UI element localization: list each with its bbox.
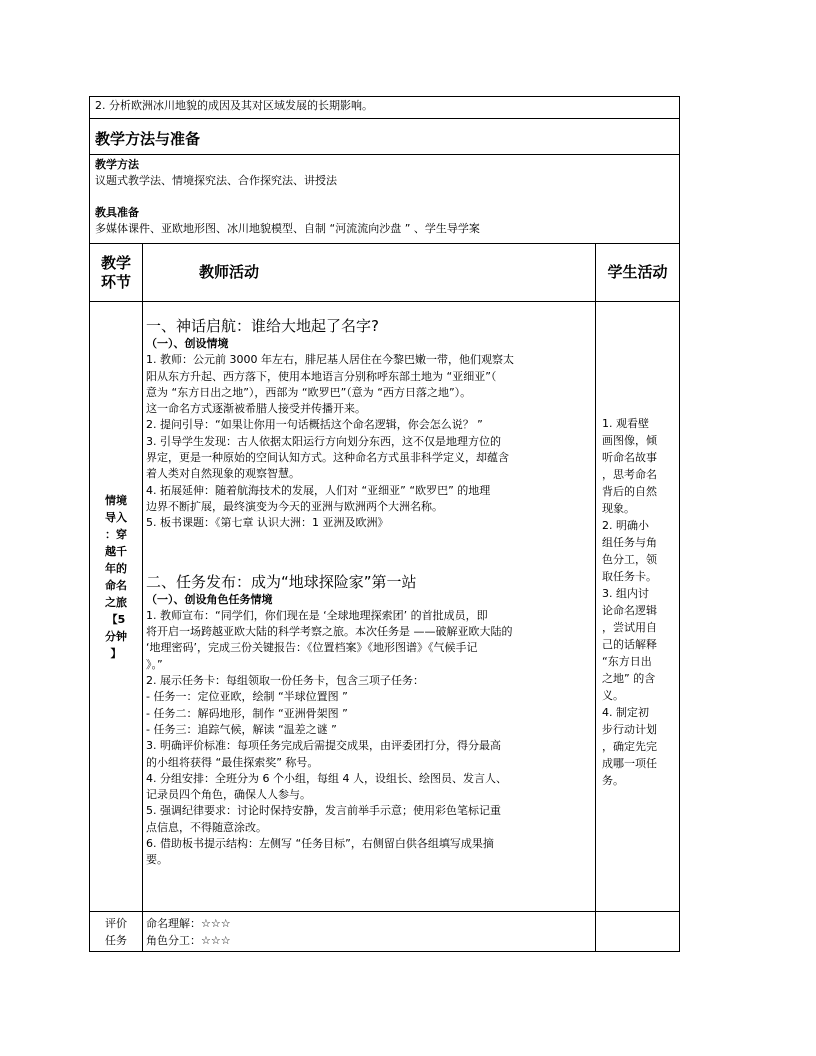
part1-line: 这一命名方式逐渐被希腊人接受并传播开来。 [146,402,366,416]
header-row [90,244,680,302]
stage-cell [90,302,143,912]
part2-line: ‘地理密码’，完成三份关键报告：《位置档案》《地形图谱》《气候手记 [146,641,478,655]
evaluation-empty [596,912,680,952]
tools-text: 多媒体课件、亚欧地形图、冰川地貌模型、自制 “河流流向沙盘 ” 、学生导学案 [95,222,480,235]
part2-line: 2. 展示任务卡：每组领取一份任务卡，包含三项子任务： [146,674,424,688]
part1-line: 阳从东方升起、西方落下，使用本地语言分别称呼东部土地为 “亚细亚”（ [146,369,497,383]
part1-line: 1. 教师：公元前 3000 年左右，腓尼基人居住在今黎巴嫩一带，他们观察太 [146,353,514,367]
header-stage-line2: 环节 [100,273,131,291]
part1-body [146,352,591,531]
part2-body [146,608,591,869]
lesson-plan-page [89,96,679,952]
methods-title: 教学方法 [95,158,139,171]
evaluation-items [143,912,596,952]
part2-line: 4. 分组安排：全班分为 6 个小组，每组 4 人，设组长、绘图员、发言人、 [146,771,507,785]
student-body [602,415,673,789]
part1-title: 一、神话启航：谁给大地起了名字? [146,317,379,335]
part2-line: 点信息，不得随意涂改。 [146,820,267,834]
part1-line: 3. 引导学生发现：古人依据太阳运行方向划分东西，这不仅是地理方位的 [146,434,501,448]
student-line: 3. 组内讨 [602,587,649,600]
header-teacher: 教师活动 [143,244,596,302]
part2-line: 3. 明确评价标准：每项任务完成后需提交成果，由评委团打分，得分最高 [146,739,501,753]
part1-line: 2. 提问引导：“如果让你用一句话概括这个命名逻辑，你会怎么说？ ” [146,418,483,432]
part1-line: 界定，更是一种原始的空间认知方式。这种命名方式虽非科学定义，却蕴含 [146,451,509,465]
evaluation-item: 角色分工：☆☆☆ [146,934,231,947]
part2-line: 将开启一场跨越亚欧大陆的科学考察之旅。本次任务是 ——破解亚欧大陆的 [146,625,513,639]
student-line: 现象。 [602,502,635,515]
student-line: 2. 明确小 [602,519,649,532]
part2-title: 二、任务发布：成为“地球探险家”第一站 [146,572,417,591]
lesson-plan-table [89,96,680,952]
student-line: 己的话解释 [602,638,657,651]
student-line: ，确定先完 [602,740,657,753]
part2-line: - 任务三：追踪气候，解读 “温差之谜 ” [146,722,337,736]
methods-title-row [90,119,680,155]
objective-row [90,97,680,119]
part2-line: 6. 借助板书提示结构：左侧写 “任务目标”，右侧留白供各组填写成果摘 [146,837,494,851]
part2-line: 5. 强调纪律要求：讨论时保持安静，发言前举手示意；使用彩色笔标记重 [146,804,501,818]
student-line: 4. 制定初 [602,706,649,719]
evaluation-label [90,912,143,952]
student-cell [596,302,680,912]
student-line: “东方日出 [602,655,652,668]
stage-line: 年的 [105,561,127,575]
stage-line: 命名 [105,578,127,592]
header-student: 学生活动 [596,244,680,302]
student-line: 之地” 的含 [602,672,656,685]
student-line: 成哪一项任 [602,757,657,770]
tools-title: 教具准备 [95,206,139,219]
part1-line: 边界不断扩展，最终演变为今天的亚洲与欧洲两个大洲名称。 [146,499,443,513]
part1-subtitle: （一）、创设情境 [146,337,229,350]
student-line: 义。 [602,689,624,702]
evaluation-label-line1: 评价 [105,917,127,930]
stage-line: 越千 [105,544,127,558]
methods-row [90,155,680,244]
part1-line: 着人类对自然现象的观察智慧。 [146,467,300,481]
part2-line: 1. 教师宣布：“同学们，你们现在是 ‘全球地理探索团’ 的首批成员，即 [146,608,488,622]
evaluation-label-line2: 任务 [105,934,127,947]
part2-line: - 任务二：解码地形，制作 “亚洲骨架图 ” [146,706,348,720]
evaluation-item: 命名理解：☆☆☆ [146,917,231,930]
student-line: ，尝试用自 [602,621,657,634]
part1-line: 4. 拓展延伸：随着航海技术的发展，人们对 “亚细亚” “欧罗巴” 的地理 [146,483,491,497]
stage-line: 导入 [105,510,127,524]
evaluation-row [90,912,680,952]
stage-line: 之旅 [105,595,127,609]
header-stage-line1: 教学 [100,254,131,272]
student-line: 组任务与角 [602,536,657,549]
student-line: 论命名逻辑 [602,604,657,617]
student-line: 画图像，倾 [602,434,657,447]
teacher-cell [143,302,596,912]
methods-text: 议题式教学法、情境探究法、合作探究法、讲授法 [95,174,337,187]
stage-line: 情境 [105,493,127,507]
header-stage [90,244,143,302]
activity-row [90,302,680,912]
objective-2: 2. 分析欧洲冰川地貌的成因及其对区域发展的长期影响。 [90,97,680,119]
student-line: 背后的自然 [602,485,657,498]
part2-line: 》。” [146,657,163,671]
part2-line: 的小组将获得 “最佳探索奖” 称号。 [146,755,319,769]
student-line: 1. 观看壁 [602,417,649,430]
part2-line: - 任务一：定位亚欧，绘制 “半球位置图 ” [146,690,348,704]
part1-line: 5. 板书课题：《第七章 认识大洲：1 亚洲及欧洲》 [146,516,389,530]
stage-line: 分钟 [105,629,127,643]
student-line: 取任务卡。 [602,570,657,583]
student-line: 步行动计划 [602,723,657,736]
part1-line: 意为 “东方日出之地”），西部为 “欧罗巴”（意为 “西方日落之地”）。 [146,385,472,399]
student-line: 色分工，领 [602,553,657,566]
student-line: ，思考命名 [602,468,657,481]
methods-cell [90,155,680,244]
part2-subtitle: （一）、创设角色任务情境 [146,592,273,606]
stage-line: 】 [110,646,122,660]
stage-line: ：穿 [105,527,127,541]
part2-line: 记录员四个角色，确保人人参与。 [146,788,311,802]
part2-line: 要。 [146,853,168,867]
section-title: 教学方法与准备 [90,119,680,155]
student-line: 听命名故事 [602,451,657,464]
student-line: 务。 [602,774,624,787]
stage-line: 【5 [106,612,126,626]
